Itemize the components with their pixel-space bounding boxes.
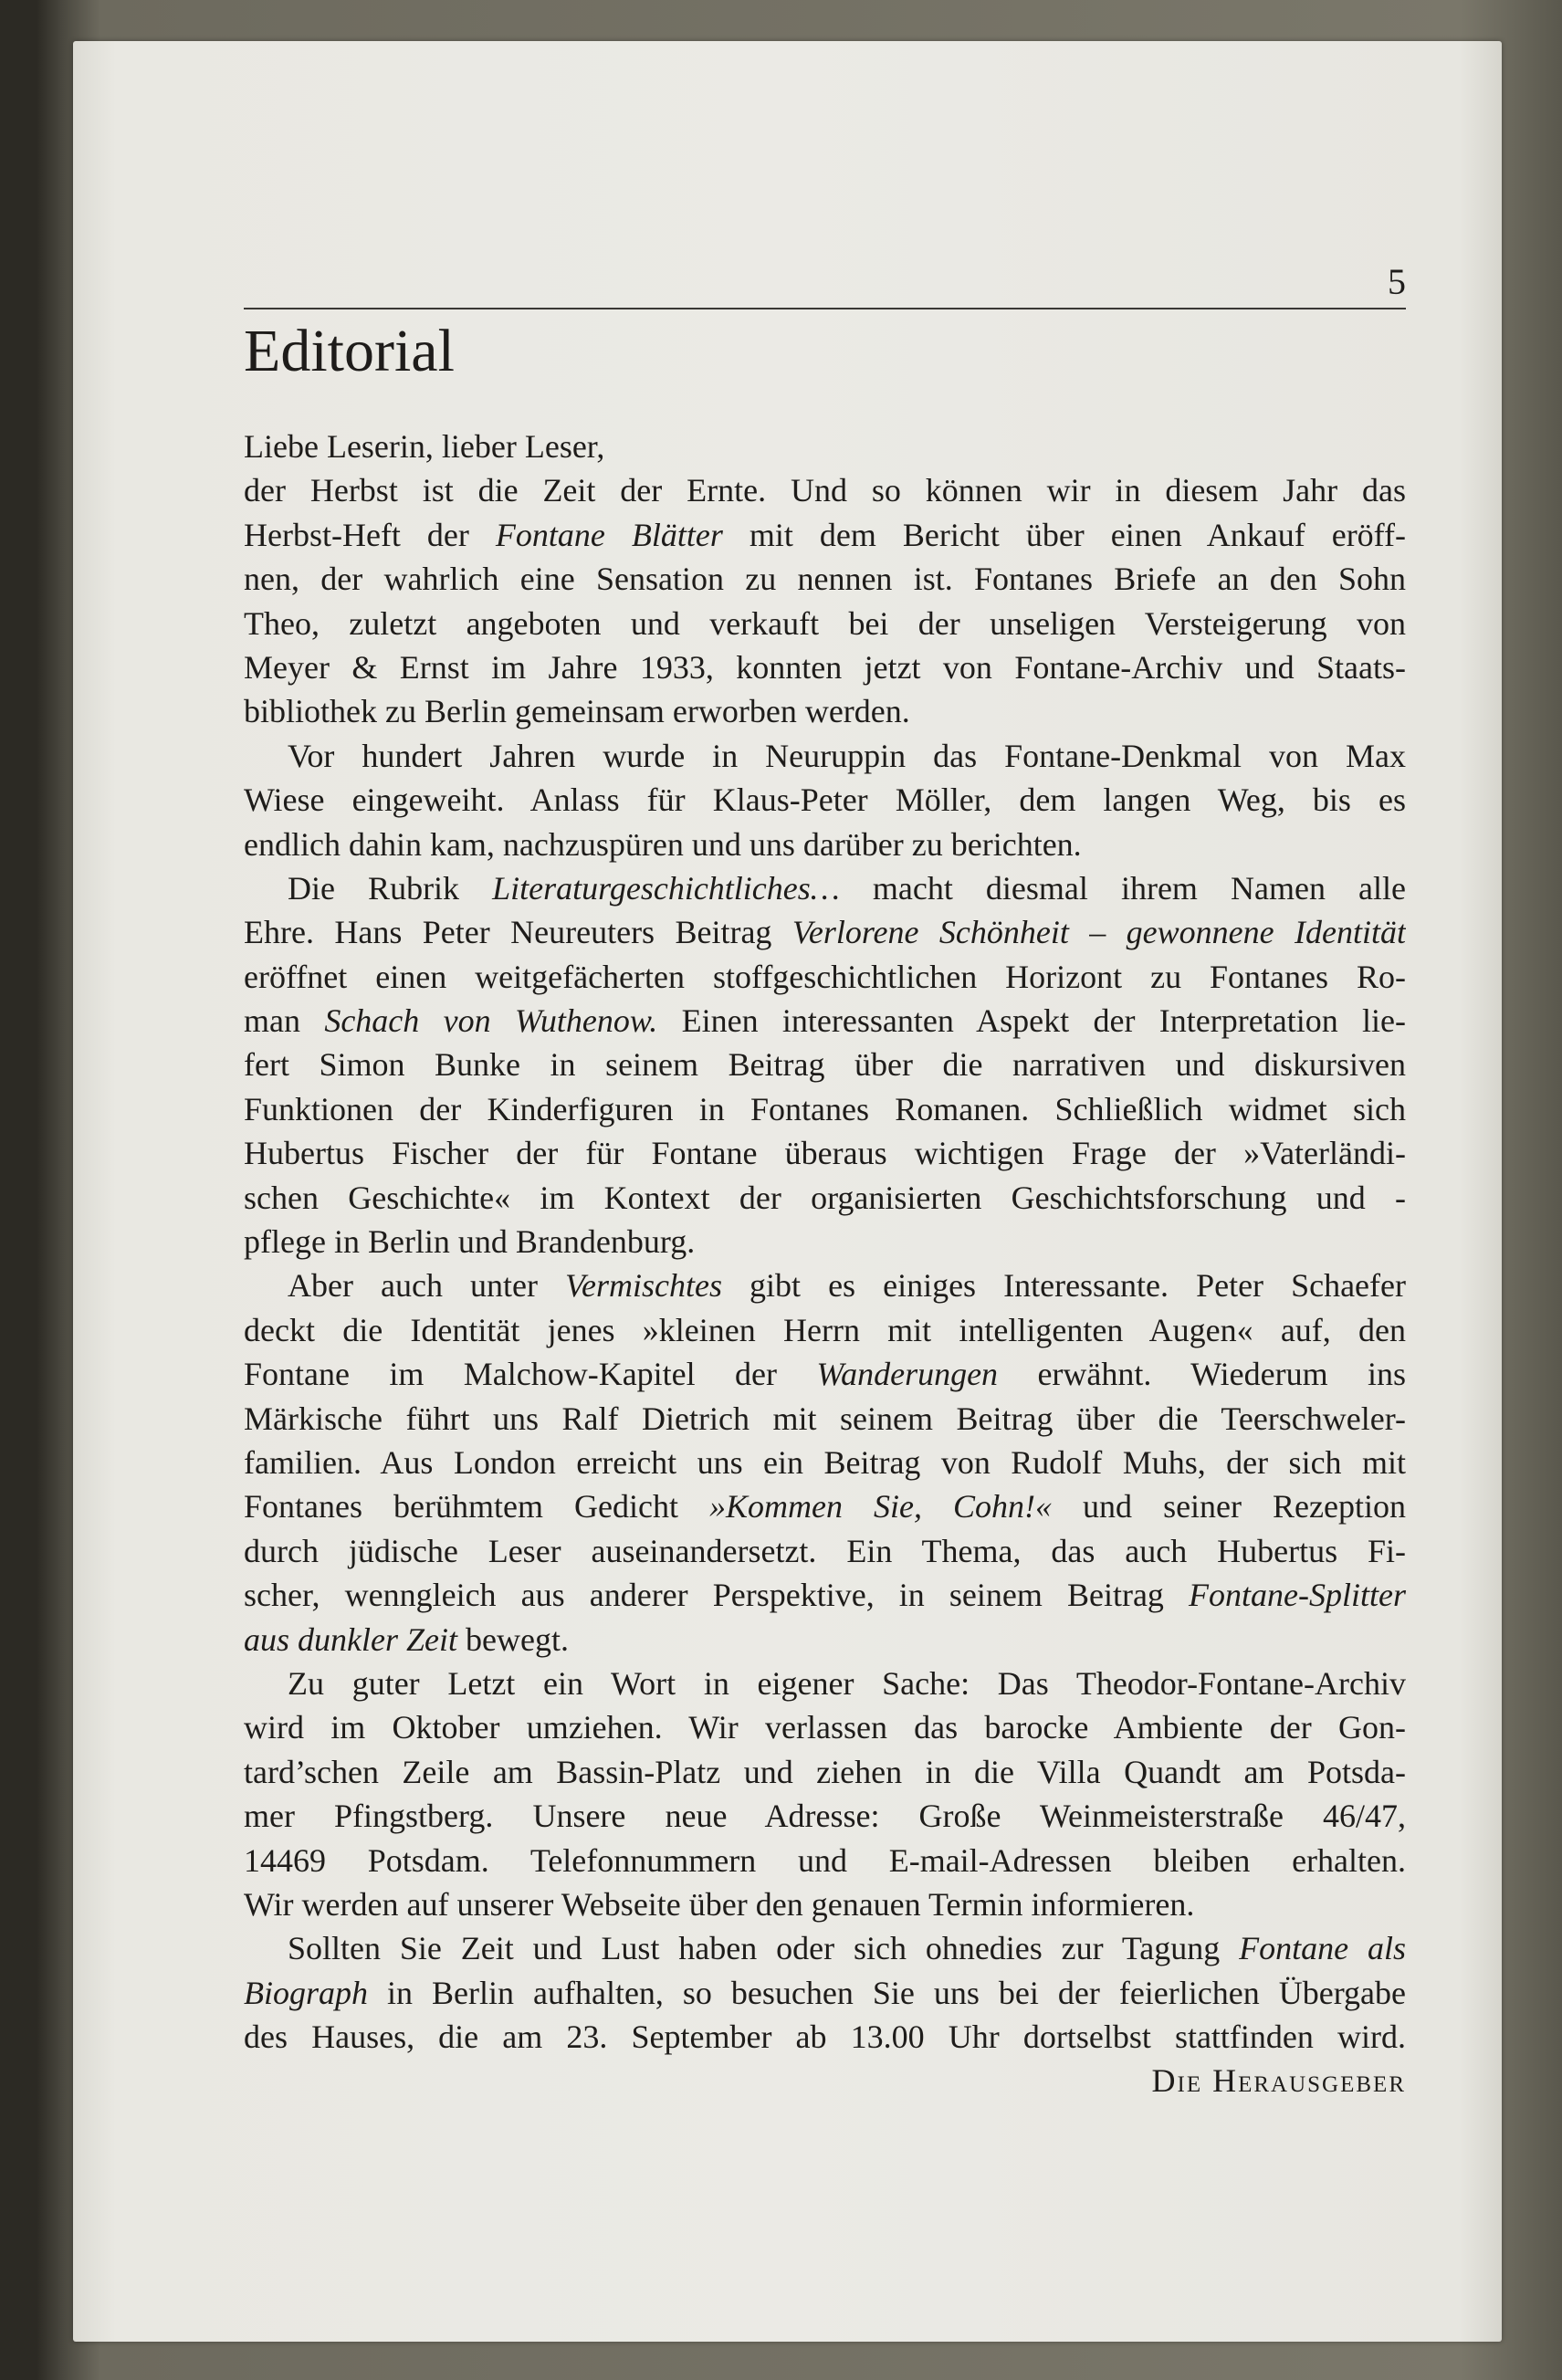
text-line: Wiese eingeweiht. Anlass für Klaus-Peter Möller, dem langen Weg, bis es <box>244 781 1406 819</box>
text-line: mer Pfingstberg. Unsere neue Adresse: Große Weinmeisterstraße 46/47, <box>244 1798 1406 1835</box>
text-line <box>244 1573 1406 1617</box>
text-span: Die Rubrik <box>288 869 493 907</box>
text-line: durch jüdische Leser auseinandersetzt. Ein Thema, das auch Hubertus Fi- <box>244 1532 1406 1569</box>
text-span: Sollten Sie Zeit und Lust haben oder sich ohnedies zur Tagung <box>288 1930 1240 1967</box>
book-page <box>73 41 1502 2342</box>
italic-title: Fontane Blätter <box>495 516 723 553</box>
text-line <box>244 1263 1406 1307</box>
text-line <box>244 1926 1406 1970</box>
text-line: pflege in Berlin und Brandenburg. <box>244 1223 696 1261</box>
text-line <box>244 999 1406 1043</box>
text-line: Funktionen der Kinderfiguren in Fontanes Romanen. Schließlich widmet sich <box>244 1090 1406 1127</box>
text-line <box>244 1352 1406 1396</box>
text-line <box>244 866 1406 910</box>
text-line: bibliothek zu Berlin gemeinsam erworben werden. <box>244 693 910 730</box>
text-line: Zu guter Letzt ein Wort in eigener Sache: Das Theodor-Fontane-Archiv <box>288 1664 1406 1702</box>
text-line: wird im Oktober umziehen. Wir verlassen das barocke Ambiente der Gon- <box>244 1709 1406 1746</box>
text-span: Fontane im Malchow-Kapitel der <box>244 1356 817 1393</box>
text-line: nen, der wahrlich eine Sensation zu nennen ist. Fontanes Briefe an den Sohn <box>244 561 1406 598</box>
editorial-body <box>244 425 1406 2103</box>
italic-title: Wanderungen <box>816 1356 999 1393</box>
signature: Die Herausgeber <box>1151 2062 1406 2100</box>
text-line: schen Geschichte« im Kontext der organisierten Geschichtsforschung und - <box>244 1179 1406 1216</box>
text-line: Wir werden auf unserer Webseite über den genauen Termin informieren. <box>244 1885 1195 1923</box>
text-line <box>244 1971 1406 2015</box>
text-line: der Herbst ist die Zeit der Ernte. Und so können wir in diesem Jahr das <box>244 472 1406 509</box>
text-span: Herbst-Heft der <box>244 516 496 553</box>
text-line: tard’schen Zeile am Bassin-Platz und ziehen in die Villa Quandt am Potsda- <box>244 1753 1406 1790</box>
text-line: 14469 Potsdam. Telefonnummern und E-mail-Adressen bleiben erhalten. <box>244 1841 1406 1879</box>
italic-title: Literaturgeschichtliches… <box>492 869 840 907</box>
text-span: man <box>244 1002 325 1040</box>
italic-title: Fontane-Splitter <box>1189 1577 1406 1614</box>
italic-title: aus dunkler Zeit <box>244 1620 457 1658</box>
text-line: familien. Aus London erreicht uns ein Beitrag von Rudolf Muhs, der sich mit <box>244 1443 1406 1481</box>
text-line: deckt die Identität jenes »kleinen Herrn mit intelligenten Augen« auf, den <box>244 1311 1406 1348</box>
text-line: endlich dahin kam, nachzuspüren und uns darüber zu berichten. <box>244 825 1082 863</box>
text-line: eröffnet einen weitgefächerten stoffgeschichtlichen Horizont zu Fontanes Ro- <box>244 958 1406 995</box>
text-line <box>244 910 1406 954</box>
text-span: Einen interessanten Aspekt der Interpretation lie- <box>657 1002 1406 1040</box>
italic-title: Biograph <box>244 1974 369 2011</box>
text-line <box>244 513 1406 557</box>
text-span: bewegt. <box>456 1620 569 1658</box>
text-line: Liebe Leserin, lieber Leser, <box>244 428 605 465</box>
text-line: Hubertus Fischer der für Fontane überaus wichtigen Frage der »Vaterländi- <box>244 1135 1406 1172</box>
page-title: Editorial <box>244 318 455 384</box>
text-span: mit dem Bericht über einen Ankauf eröff- <box>722 516 1406 553</box>
text-line <box>244 1618 1406 1662</box>
text-span: scher, wenngleich aus anderer Perspektive, in seinem Beitrag <box>244 1577 1190 1614</box>
text-span: Ehre. Hans Peter Neureuters Beitrag <box>244 914 792 951</box>
text-line: Meyer & Ernst im Jahre 1933, konnten jetzt von Fontane-Archiv und Staats- <box>244 648 1406 686</box>
italic-title: Schach von Wuthenow. <box>324 1002 658 1040</box>
text-line: Vor hundert Jahren wurde in Neuruppin das Fontane-Denkmal von Max <box>288 737 1406 774</box>
text-span: Aber auch unter <box>288 1267 566 1305</box>
text-line: Theo, zuletzt angeboten und verkauft bei der unseligen Versteigerung von <box>244 604 1406 642</box>
text-line: des Hauses, die am 23. September ab 13.00 Uhr dortselbst stattfinden wird. <box>244 2018 1406 2056</box>
page-number: 5 <box>1388 261 1406 302</box>
text-span: gibt es einiges Interessante. Peter Schaefer <box>721 1267 1406 1305</box>
text-line <box>244 1484 1406 1528</box>
italic-title: Vermischtes <box>565 1267 722 1305</box>
italic-title: »Kommen Sie, Cohn!« <box>708 1488 1053 1526</box>
italic-title: Verlorene Schönheit – gewonnene Identität <box>791 914 1406 951</box>
header-rule <box>244 308 1406 309</box>
text-span: erwähnt. Wiederum ins <box>998 1356 1406 1393</box>
text-line: Märkische führt uns Ralf Dietrich mit seinem Beitrag über die Teerschweler- <box>244 1400 1406 1437</box>
text-span: in Berlin aufhalten, so besuchen Sie uns bei der feierlichen Übergabe <box>368 1974 1406 2011</box>
text-span: Fontanes berühmtem Gedicht <box>244 1488 709 1526</box>
text-line: fert Simon Bunke in seinem Beitrag über die narrativen und diskursiven <box>244 1046 1406 1084</box>
text-span: und seiner Rezeption <box>1052 1488 1406 1526</box>
italic-title: Fontane als <box>1239 1930 1406 1967</box>
text-span: macht diesmal ihrem Namen alle <box>839 869 1406 907</box>
